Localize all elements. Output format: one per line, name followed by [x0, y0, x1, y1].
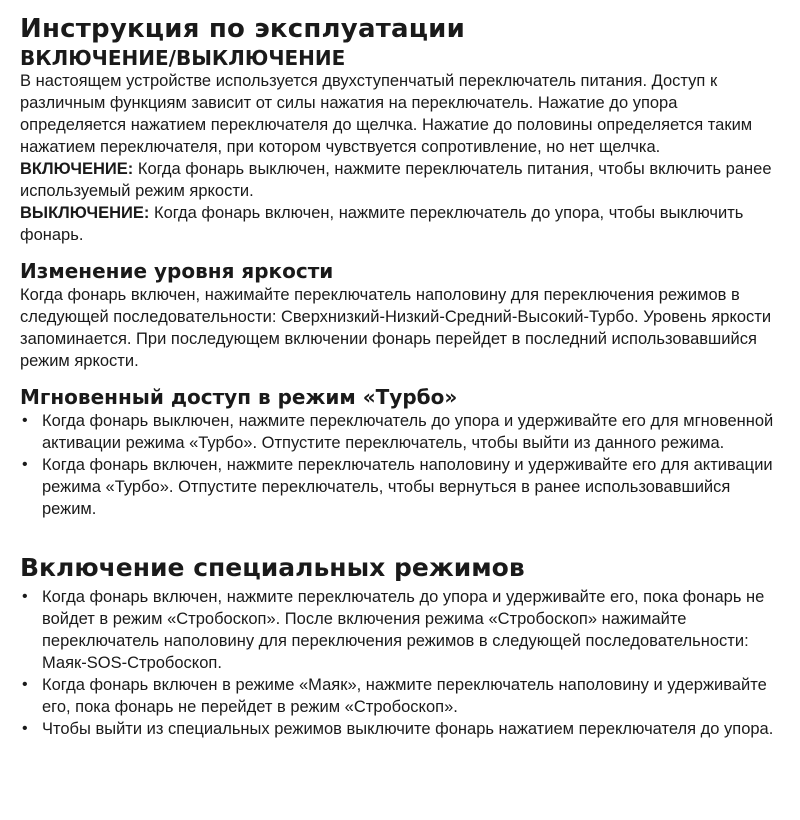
bullet-icon: • [22, 720, 28, 737]
list-item [20, 410, 780, 454]
bullet-icon: • [22, 456, 28, 473]
list-item-text: Чтобы выйти из специальных режимов выключите фонарь нажатием переключателя до упора. [42, 720, 774, 738]
turbo-heading: Мгновенный доступ в режим «Турбо» [20, 385, 458, 409]
list-item [20, 454, 780, 520]
special-section [20, 552, 780, 740]
brightness-section [20, 258, 780, 372]
power-off-label: ВЫКЛЮЧЕНИЕ: [20, 204, 150, 222]
bullet-icon: • [22, 676, 28, 693]
brightness-text: Когда фонарь включен, нажимайте переключатель наполовину для переключения режимов в следующей последовательности: Сверхнизкий-Низкий-Средний-Высокий-Турбо. Уровень яркости запоминается. При последующем включении фонарь перейдет в последний использовавшийся режим яркости. [20, 286, 772, 370]
power-intro: В настоящем устройстве используется двухступенчатый переключатель питания. Доступ к различным функциям зависит от силы нажатия на переключатель. Нажатие до упора определяется нажатием переключателя до щелчка. Нажатие до половины определяется таким нажатием переключателя, при котором чувствуется сопротивление, но нет щелчка. [20, 72, 753, 156]
list-item [20, 586, 780, 674]
power-off-paragraph [20, 202, 780, 246]
bullet-icon: • [22, 588, 28, 605]
list-item-text: Когда фонарь включен, нажмите переключатель наполовину и удерживайте его для активации режима «Турбо». Отпустите переключатель, чтобы вернуться в ранее использовавшийся режим. [42, 456, 773, 518]
list-item [20, 718, 780, 740]
power-on-text: Когда фонарь выключен, нажмите переключатель питания, чтобы включить ранее используемый режим яркости. [20, 160, 772, 200]
power-on-paragraph [20, 158, 780, 202]
list-item-text: Когда фонарь включен, нажмите переключатель до упора и удерживайте его, пока фонарь не войдет в режим «Стробоскоп». После включения режима «Стробоскоп» нажимайте переключатель наполовину для переключения режимов в следующей последовательности: Маяк-SOS-Стробоскоп. [42, 588, 765, 672]
brightness-heading: Изменение уровня яркости [20, 259, 334, 283]
list-item-text: Когда фонарь выключен, нажмите переключатель до упора и удерживайте его для мгновенной активации режима «Турбо». Отпустите переключатель, чтобы выйти из данного режима. [42, 412, 774, 452]
special-heading: Включение специальных режимов [20, 553, 525, 582]
power-section [20, 46, 780, 246]
power-heading: ВКЛЮЧЕНИЕ/ВЫКЛЮЧЕНИЕ [20, 46, 346, 70]
list-item-text: Когда фонарь включен в режиме «Маяк», нажмите переключатель наполовину и удерживайте его, пока фонарь не перейдет в режим «Стробоскоп». [42, 676, 767, 716]
power-on-label: ВКЛЮЧЕНИЕ: [20, 160, 134, 178]
page-title: Инструкция по эксплуатации [20, 14, 466, 44]
bullet-icon: • [22, 412, 28, 429]
power-off-text: Когда фонарь включен, нажмите переключатель до упора, чтобы выключить фонарь. [20, 204, 744, 244]
special-list [20, 586, 780, 740]
turbo-section [20, 384, 780, 520]
list-item [20, 674, 780, 718]
turbo-list [20, 410, 780, 520]
